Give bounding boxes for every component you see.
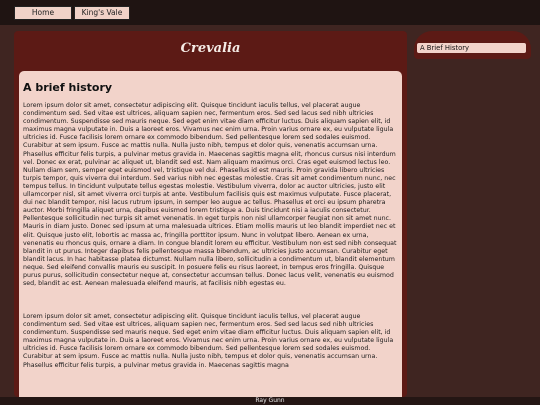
article-heading: A brief history (23, 81, 113, 94)
sidebar-link-brief-history[interactable]: A Brief History (417, 43, 526, 53)
site-title: Crevalia (180, 41, 241, 56)
tab-kings-vale[interactable]: King's Vale (74, 6, 130, 20)
article-card (19, 71, 402, 397)
footer: Ray Gunn (0, 397, 540, 405)
tab-home[interactable]: Home (14, 6, 72, 20)
article-paragraph: Lorem ipsum dolor sit amet, consectetur adipiscing elit. Quisque tincidunt iaculis tellus, vel placerat augue condimentum sed. Sed vitae est ultrices, aliquam sapien nec, fermentum eros. Sed sed lacus sed nibh ultricies condimentum. Suspendisse sed mauris neque. Sed eget enim vitae diam efficitur luctus. Duis aliquam sapien elit, id maximus magna vulputate in. Duis a laoreet eros. Vivamus nec enim urna. Proin varius ornare ex, eu vulputate ligula ultricies id. Fusce facilisis lorem ornare ex commodo bibendum. Sed pellentesque lorem sed sodales euismod. Curabitur at sem ipsum. Fusce ac mattis nulla. Nulla justo nibh, tempus et dolor quis, venenatis accumsan urna. Phasellus efficitur felis turpis, a pulvinar metus gravida in. Maecenas sagittis magna (23, 313, 394, 369)
sidebar-panel (414, 31, 531, 59)
top-nav-bar (0, 0, 540, 25)
article-paragraph: Lorem ipsum dolor sit amet, consectetur adipiscing elit. Quisque tincidunt iaculis tellus, vel placerat augue condimentum sed. Sed vitae est ultrices, aliquam sapien nec, fermentum eros. Sed sed lacus sed nibh ultricies condimentum. Suspendisse sed mauris neque. Sed eget enim vitae diam efficitur luctus. Duis aliquam sapien elit, id maximus magna vulputate in. Duis a laoreet eros. Vivamus nec enim urna. Proin varius ornare ex, eu vulputate ligula ultricies id. Fusce facilisis lorem ornare ex commodo bibendum. Sed pellentesque lorem sed sodales euismod. Curabitur at sem ipsum. Fusce ac mattis nulla. Nulla justo nibh, tempus et dolor quis, venenatis accumsan urna. Phasellus efficitur felis turpis, a pulvinar metus gravida in. Maecenas sagittis magna elit, rhoncus cursus nisi interdum vel. Donec ex erat, pulvinar ac aliquet ut, blandit sed est. Nam aliquam maximus orci. Cras eget euismod lectus leo. Nullam diam sem, semper eget euismod vel, tristique vel dui. Phasellus id est mauris. Proin gravida libero ultricies turpis tempor, quis viverra dui interdum. Sed varius nibh nec egestas molestie. Cras sit amet condimentum nunc, nec tempus tellus. In tincidunt vulputate tellus egestas molestie. Vestibulum viverra, dolor ac auctor ultricies, justo elit ullamcorper nisl, sit amet viverra orci turpis at ante. Vestibulum facilisis quis est maximus vulputate. Fusce placerat, dui nec blandit tempor, nisi lacus rutrum ipsum, in semper leo augue ac tellus. Phasellus et orci eu ipsum pharetra auctor. Morbi fringilla aliquet urna, dapibus euismod lorem tristique a. Duis tincidunt nisi a iaculis consectetur. Pellentesque sollicitudin nec turpis sit amet venenatis. In eget turpis non nisl ullamcorper feugiat non sit amet nunc. Mauris in diam justo. Donec sed ipsum at urna malesuada ultrices. Etiam mollis mauris ut leo blandit imperdiet nec et elit. Quisque justo elit, lobortis ac massa ac, fringilla porttitor ipsum. Nunc in volutpat libero. Aenean ex urna, venenatis eu rhoncus quis, ornare a diam. In congue blandit lorem eu efficitur. Vestibulum non est sed nibh consequat blandit in ut purus. Integer dapibus felis pellentesque massa bibendum, ac ultricies justo accumsan. Curabitur eget blandit lacus. In hac habitasse platea dictumst. Nullam nulla libero, sollicitudin a condimentum ut, blandit elementum neque. Sed eleifend convallis mauris eu suscipit. In posuere felis eu risus laoreet, in tempus eros fringilla. Quisque purus purus, sollicitudin consectetur neque at, consectetur accumsan tellus. Donec lacus velit, venenatis eu euismod sed, blandit ac est. Aenean malesuada eleifend mauris, at facilisis nibh egestas eu. (23, 102, 397, 288)
nav-tabs (14, 6, 130, 20)
main-content-panel (14, 31, 407, 397)
